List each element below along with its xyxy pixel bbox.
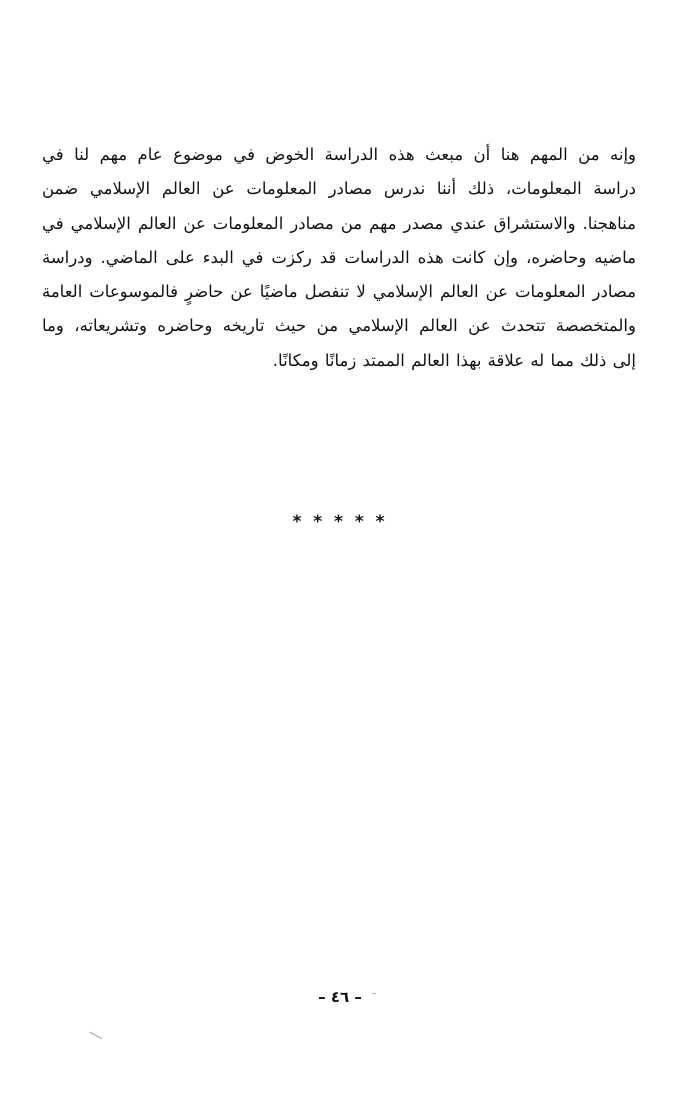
body-paragraph — [42, 138, 636, 378]
paragraph-line-1: وإنه من المهم هنا أن مبعث هذه الدراسة الخوض في موضوع عام مهم لنا في — [42, 145, 636, 164]
scan-mark — [90, 1032, 103, 1039]
paragraph-line-5: مصادر المعلومات عن العالم الإسلامي لا تنفصل ماضيًا عن حاضرٍ فالموسوعات العامة — [42, 282, 636, 302]
scan-speck — [372, 993, 376, 994]
paragraph-line-4: ماضيه وحاضره، وإن كانت هذه الدراسات قد ركزت في البدء على الماضي. ودراسة — [42, 247, 636, 267]
page-number: – ٤٦ – — [318, 988, 362, 1006]
paragraph-line-7: إلى ذلك مما له علاقة بهذا العالم الممتد زمانًا ومكانًا. — [272, 350, 636, 370]
paragraph-line-2: دراسة المعلومات، ذلك أننا ندرس مصادر المعلومات عن العالم الإسلامي ضمن — [42, 179, 637, 199]
paragraph-line-3: مناهجنا. والاستشراق عندي مصدر مهم من مصادر المعلومات عن العالم الإسلامي في — [42, 213, 636, 233]
section-separator: * * * * * — [292, 512, 388, 532]
paragraph-line-6: والمتخصصة تتحدث عن العالم الإسلامي من حيث تاريخه وحاضره وتشريعاته، وما — [42, 316, 636, 336]
